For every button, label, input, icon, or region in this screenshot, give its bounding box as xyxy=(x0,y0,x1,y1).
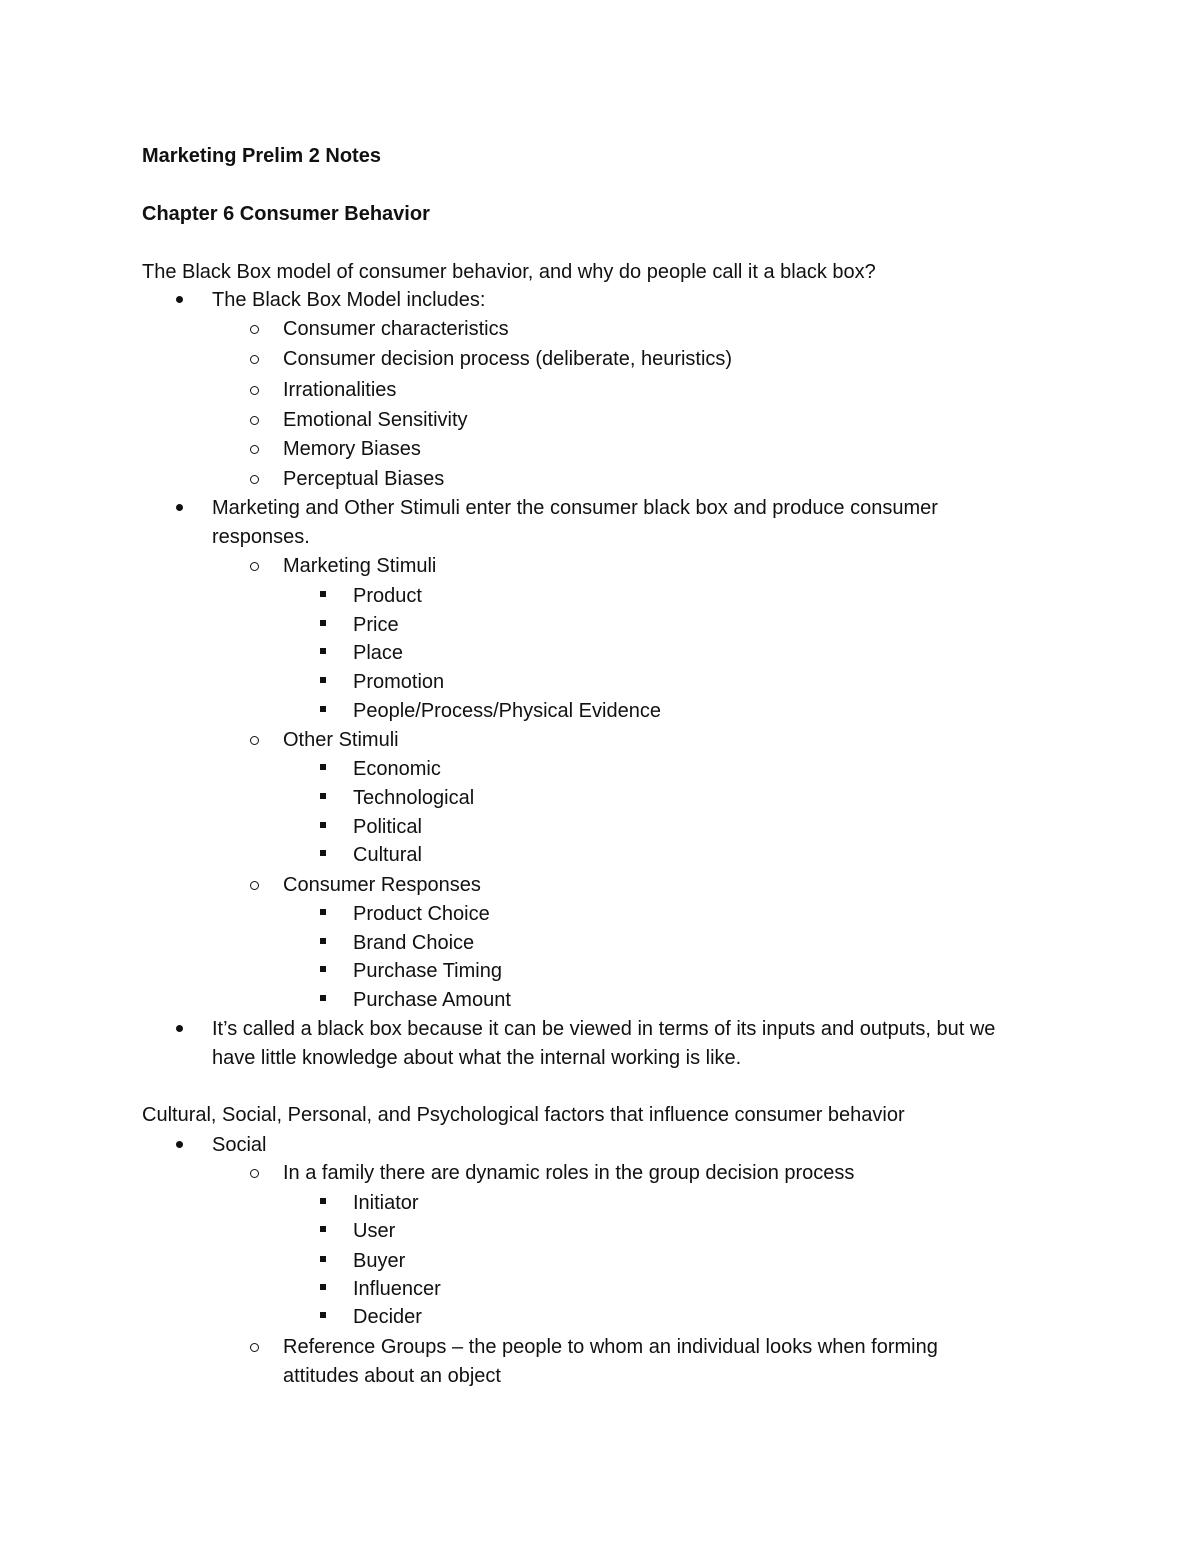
list-item: Emotional Sensitivity xyxy=(283,409,468,431)
square-bullet-icon xyxy=(320,1284,326,1290)
sublist-heading: Consumer Responses xyxy=(283,874,481,896)
bullet-icon xyxy=(176,296,183,303)
square-bullet-icon xyxy=(320,1198,326,1204)
list-item: Purchase Amount xyxy=(353,989,511,1011)
circle-bullet-icon xyxy=(250,475,259,484)
list-item: Technological xyxy=(353,787,475,809)
list-item: Purchase Timing xyxy=(353,960,502,982)
list-item: Initiator xyxy=(353,1192,419,1214)
square-bullet-icon xyxy=(320,966,326,972)
list-item: Place xyxy=(353,642,404,664)
bullet-text: The Black Box Model includes: xyxy=(212,289,486,311)
sublist-heading: Reference Groups – the people to whom an individual looks when forming xyxy=(283,1336,938,1358)
square-bullet-icon xyxy=(320,822,326,828)
list-item: Irrationalities xyxy=(283,379,397,401)
list-item: Political xyxy=(353,816,422,838)
bullet-icon xyxy=(176,1025,183,1032)
square-bullet-icon xyxy=(320,706,326,712)
square-bullet-icon xyxy=(320,620,326,626)
square-bullet-icon xyxy=(320,591,326,597)
bullet-text-continued: responses. xyxy=(212,526,310,548)
square-bullet-icon xyxy=(320,677,326,683)
square-bullet-icon xyxy=(320,648,326,654)
document-title: Marketing Prelim 2 Notes xyxy=(142,145,381,167)
bullet-text: Social xyxy=(212,1134,267,1156)
list-item: Cultural xyxy=(353,844,422,866)
circle-bullet-icon xyxy=(250,736,259,745)
square-bullet-icon xyxy=(320,1226,326,1232)
list-item: Economic xyxy=(353,758,441,780)
square-bullet-icon xyxy=(320,1256,326,1262)
circle-bullet-icon xyxy=(250,325,259,334)
square-bullet-icon xyxy=(320,764,326,770)
list-item: Decider xyxy=(353,1306,422,1328)
bullet-icon xyxy=(176,504,183,511)
circle-bullet-icon xyxy=(250,355,259,364)
circle-bullet-icon xyxy=(250,386,259,395)
list-item: Product Choice xyxy=(353,903,490,925)
circle-bullet-icon xyxy=(250,881,259,890)
bullet-text-continued: have little knowledge about what the internal working is like. xyxy=(212,1047,742,1069)
bullet-icon xyxy=(176,1141,183,1148)
list-item: Brand Choice xyxy=(353,932,475,954)
list-item: Buyer xyxy=(353,1250,406,1272)
list-item: Price xyxy=(353,614,399,636)
square-bullet-icon xyxy=(320,909,326,915)
sublist-heading: In a family there are dynamic roles in the group decision process xyxy=(283,1162,855,1184)
section-question: Cultural, Social, Personal, and Psychological factors that influence consumer behavior xyxy=(142,1104,905,1126)
sublist-heading-continued: attitudes about an object xyxy=(283,1365,501,1387)
list-item: Product xyxy=(353,585,422,607)
circle-bullet-icon xyxy=(250,562,259,571)
list-item: Perceptual Biases xyxy=(283,468,445,490)
circle-bullet-icon xyxy=(250,1169,259,1178)
list-item: People/Process/Physical Evidence xyxy=(353,700,661,722)
chapter-heading: Chapter 6 Consumer Behavior xyxy=(142,203,430,225)
list-item: User xyxy=(353,1220,396,1242)
sublist-heading: Other Stimuli xyxy=(283,729,399,751)
list-item: Influencer xyxy=(353,1278,441,1300)
sublist-heading: Marketing Stimuli xyxy=(283,555,437,577)
section-question: The Black Box model of consumer behavior, and why do people call it a black box? xyxy=(142,261,876,283)
square-bullet-icon xyxy=(320,995,326,1001)
list-item: Memory Biases xyxy=(283,438,421,460)
square-bullet-icon xyxy=(320,1312,326,1318)
square-bullet-icon xyxy=(320,850,326,856)
circle-bullet-icon xyxy=(250,416,259,425)
bullet-text: Marketing and Other Stimuli enter the consumer black box and produce consumer xyxy=(212,497,938,519)
list-item: Consumer decision process (deliberate, heuristics) xyxy=(283,348,733,370)
bullet-text: It’s called a black box because it can be viewed in terms of its inputs and outputs, but we xyxy=(212,1018,996,1040)
circle-bullet-icon xyxy=(250,1343,259,1352)
circle-bullet-icon xyxy=(250,445,259,454)
square-bullet-icon xyxy=(320,938,326,944)
list-item: Consumer characteristics xyxy=(283,318,509,340)
list-item: Promotion xyxy=(353,671,445,693)
square-bullet-icon xyxy=(320,793,326,799)
